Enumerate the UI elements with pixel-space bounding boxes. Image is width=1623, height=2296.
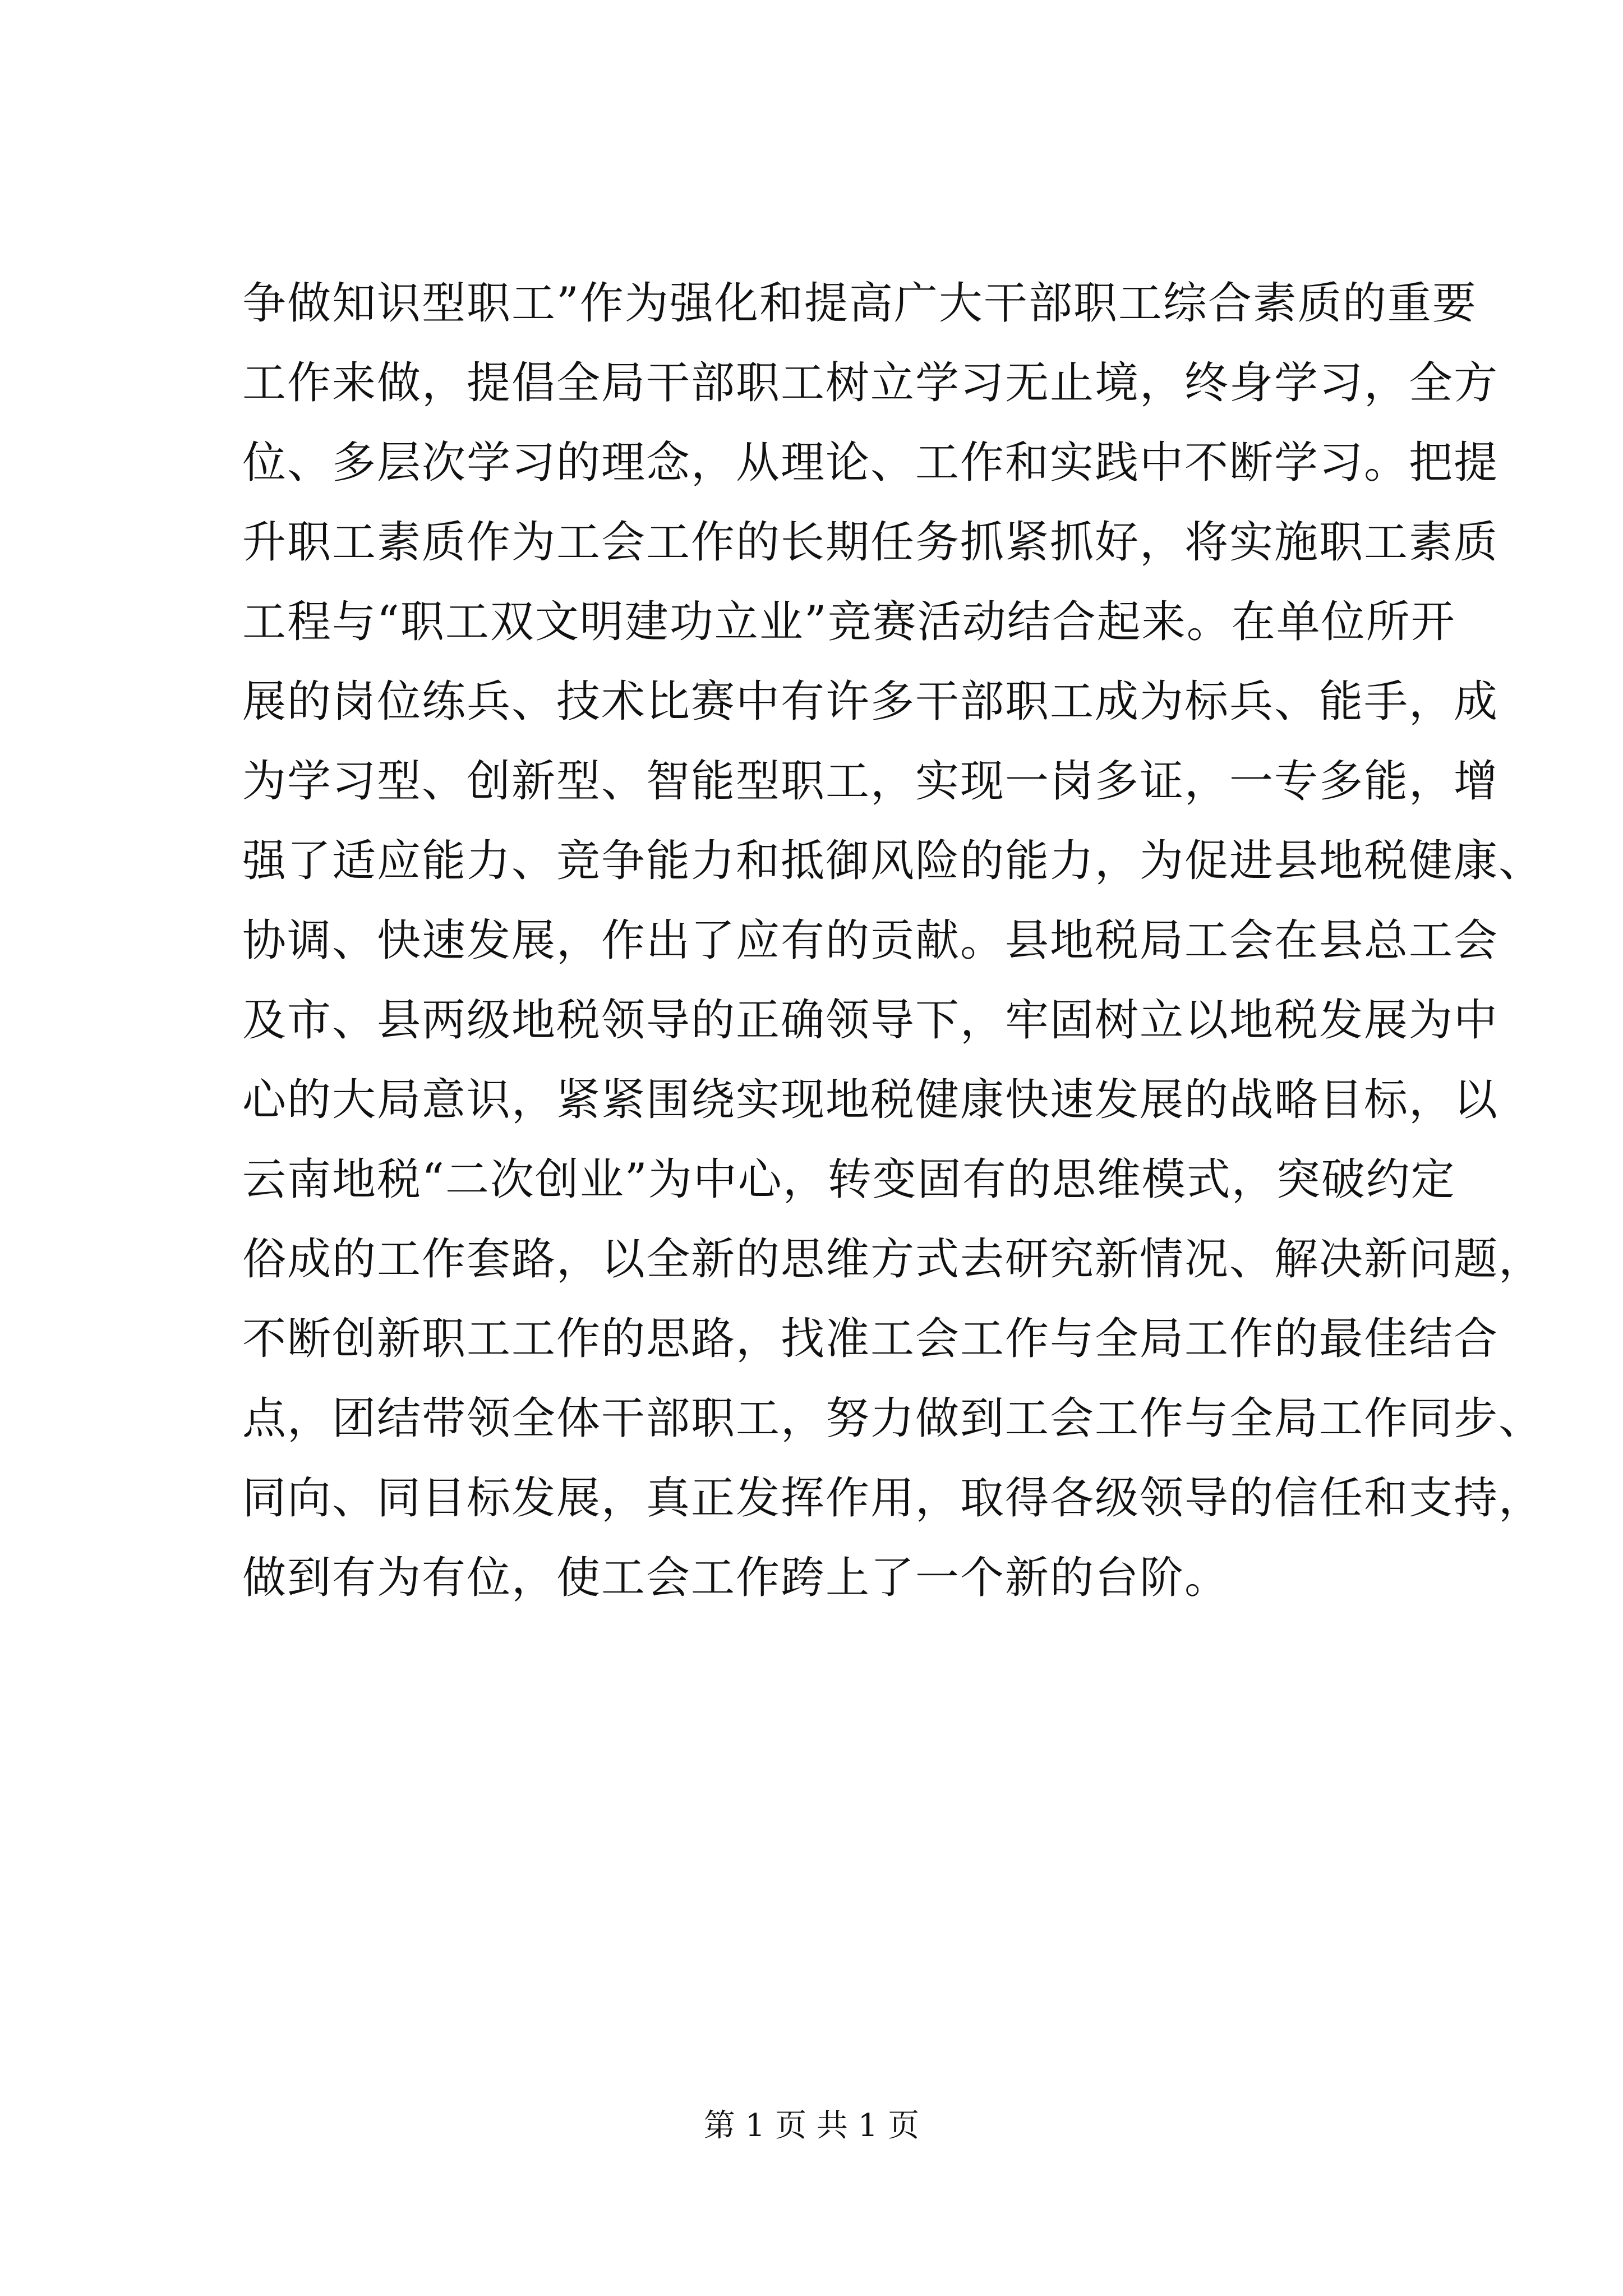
- text-line: 强了适应能力、竞争能力和抵御风险的能力，为促进县地税健康、: [242, 836, 1544, 886]
- text-line: 俗成的工作套路，以全新的思维方式去研究新情况、解决新问题，: [242, 1234, 1544, 1285]
- text-line: 工程与“职工双文明建功立业”竞赛活动结合起来。在单位所开: [242, 597, 1456, 647]
- body-paragraph: [242, 264, 1544, 1618]
- text-line: 协调、快速发展，作出了应有的贡献。县地税局工会在县总工会: [242, 915, 1499, 966]
- text-line: 工作来做，提倡全局干部职工树立学习无止境，终身学习，全方: [242, 358, 1499, 408]
- text-line: 不断创新职工工作的思路，找准工会工作与全局工作的最佳结合: [242, 1314, 1499, 1364]
- text-line: 云南地税“二次创业”为中心，转变固有的思维模式，突破约定: [242, 1154, 1456, 1205]
- text-line: 升职工素质作为工会工作的长期任务抓紧抓好，将实施职工素质: [242, 517, 1499, 568]
- text-line: 及市、县两级地税领导的正确领导下，牢固树立以地税发展为中: [242, 995, 1499, 1046]
- text-line: 心的大局意识，紧紧围绕实现地税健康快速发展的战略目标，以: [242, 1075, 1499, 1125]
- text-line: 点，团结带领全体干部职工，努力做到工会工作与全局工作同步、: [242, 1393, 1544, 1444]
- text-line: 为学习型、创新型、智能型职工，实现一岗多证，一专多能，增: [242, 756, 1499, 807]
- page-number-footer: 第 1 页 共 1 页: [703, 2108, 920, 2144]
- text-line: 做到有为有位，使工会工作跨上了一个新的台阶。: [242, 1553, 1230, 1603]
- text-line: 位、多层次学习的理念，从理论、工作和实践中不断学习。把提: [242, 438, 1499, 488]
- text-line: 争做知识型职工”作为强化和提高广大干部职工综合素质的重要: [242, 278, 1477, 329]
- text-line: 同向、同目标发展，真正发挥作用，取得各级领导的信任和支持，: [242, 1473, 1544, 1524]
- text-line: 展的岗位练兵、技术比赛中有许多干部职工成为标兵、能手，成: [242, 677, 1499, 727]
